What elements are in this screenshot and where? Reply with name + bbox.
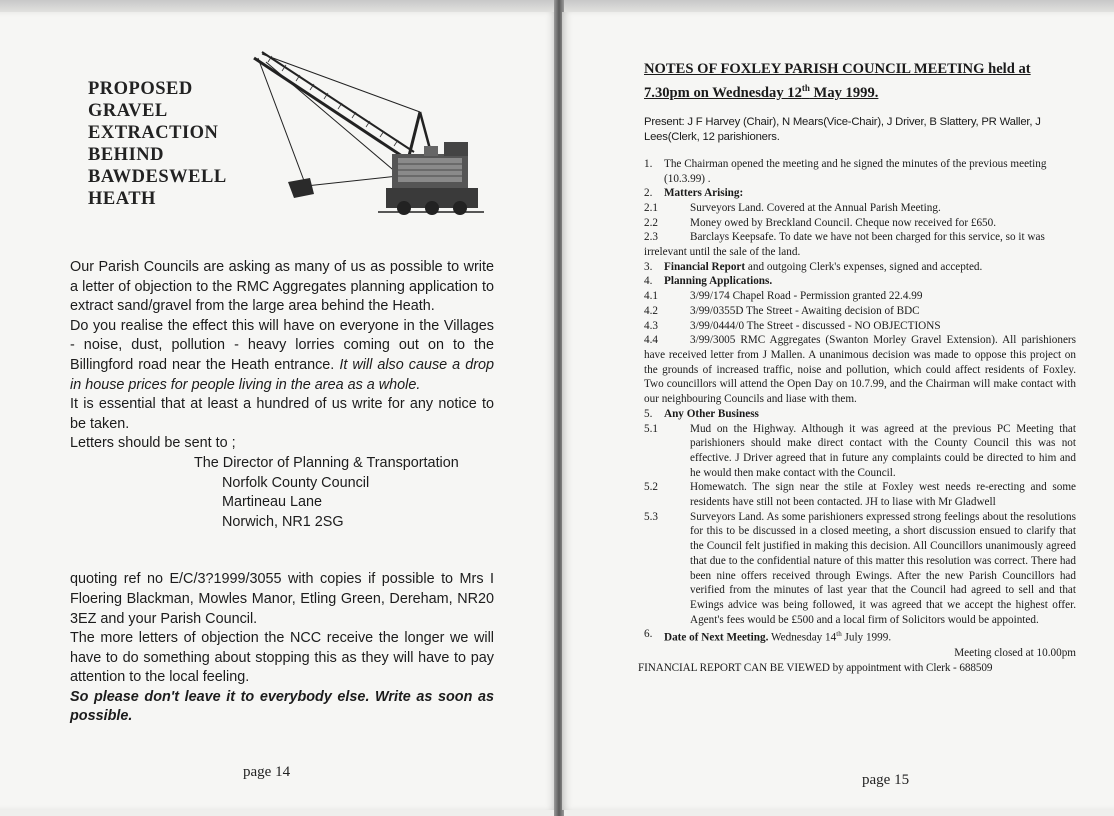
minute-item: 6. Date of Next Meeting. Wednesday 14th July 1999. — [644, 628, 892, 645]
title-line: EXTRACTION — [88, 123, 219, 143]
minute-subitem: 4.3 3/99/0444/0 The Street - discussed - NO OBJECTIONS — [644, 319, 941, 332]
address-block — [70, 454, 494, 532]
objection-letter-text — [70, 258, 494, 727]
minute-subitem: 5.2 Homewatch. The sign near the stile at Foxley west needs re-erecting and some residents have still not been contacted. JH to liase with Mr Gladwell — [644, 481, 1076, 509]
meeting-closed: Meeting closed at 10.00pm — [954, 646, 1076, 659]
minute-subitem: 4.2 3/99/0355D The Street - Awaiting decision of BDC — [644, 304, 920, 317]
minutes-list — [638, 157, 1076, 675]
address-line: Martineau Lane — [222, 494, 323, 511]
gravel-title — [88, 78, 227, 210]
paragraph-italic: It will also cause a drop in house prices for people living in the area as a whole. — [70, 356, 495, 393]
minute-item: 5. Any Other Business — [644, 407, 759, 420]
minute-subitem: 5.1 Mud on the Highway. Although it was agreed at the previous PC Meeting that parishioners should make direct contact with the County Council this was not effective. J Driver agreed that in future any complaints could be directed to him and he would then make contact with the Council. — [644, 422, 1076, 479]
address-line: The Director of Planning & Transportation — [194, 454, 459, 471]
title-line: PROPOSED — [88, 79, 193, 99]
paragraph — [70, 317, 494, 395]
minute-subitem: 2.3 Barclays Keepsafe. To date we have not been charged for this service, so it was irrelevant until the sale of the land. — [644, 231, 1045, 259]
paragraph: The more letters of objection the NCC receive the longer we will have to do something about stopping this as they will have to pay attention to the local feeling. — [70, 630, 494, 686]
paragraph: Letters should be sent to ; — [70, 435, 236, 452]
title-line: HEATH — [88, 189, 156, 209]
minute-subitem: 2.2 Money owed by Breckland Council. Cheque now received for £650. — [644, 216, 997, 229]
notes-title: NOTES OF FOXLEY PARISH COUNCIL MEETING held at 7.30pm on Wednesday 12th May 1999. — [644, 61, 1031, 101]
page-number-left: page 14 — [243, 764, 291, 780]
minute-item: 1. The Chairman opened the meeting and he signed the minutes of the previous meeting (10.3.99) . — [644, 157, 1047, 185]
title-line: BEHIND — [88, 145, 164, 165]
paragraph-normal: Do you realise the effect this will have on everyone in the Villages - noise, dust, pollution - heavy lorries coming out on to the Billingford road near the Heath entrance. — [70, 317, 494, 373]
address-line: Norwich, NR1 2SG — [222, 513, 344, 530]
meeting-notes — [638, 60, 1076, 675]
financial-report-note: FINANCIAL REPORT CAN BE VIEWED by appointment with Clerk - 688509 — [638, 661, 993, 674]
paragraph: It is essential that at least a hundred of us write for any notice to be taken. — [70, 396, 494, 432]
paragraph: Our Parish Councils are asking as many of us as possible to write a letter of objection to the RMC Aggregates planning application to extract sand/gravel from the large area behind the Heath. — [70, 259, 494, 315]
closing-appeal: So please don't leave it to everybody else. Write as soon as possible. — [70, 688, 494, 725]
minute-subitem: 4.4 3/99/3005 RMC Aggregates (Swanton Morley Gravel Extension). All parishioners have received letter from J Mallen. A unanimous decision was made to oppose this project on the grounds of increased traffic, noise and pollution, which could affect residents of Foxley. Two councillors will attend the Open Day on 10.7.99, and the Chairman will make contact with our neighbouring Councils and liase with them. — [644, 334, 1076, 406]
address-line: Norfolk County Council — [222, 474, 370, 491]
minute-item: 2. Matters Arising: — [644, 187, 744, 200]
minute-subitem: 5.3 Surveyors Land. As some parishioners expressed strong feelings about the resolutions for this to be discussed in a closed meeting, a short discussion ensued to clarify that the Council felt justified in making this decision. All Councillors unanimously agreed that due to the confidential nature of this matter this resolution was correct. There had been nine offers received through Ewings. After the new Parish Councillors had verified from the minutes of last year that the Council had agreed to sell and that Ewings advice was being followed, it was agreed that we accept the highest offer. Agent's fees would be £500 and a local firm of Solicitors would be appointed. — [644, 510, 1076, 626]
title-line: BAWDESWELL — [88, 167, 227, 187]
crane-drawing — [248, 42, 488, 218]
title-line: GRAVEL — [88, 101, 168, 121]
minute-subitem: 2.1 Surveyors Land. Covered at the Annual Parish Meeting. — [644, 201, 941, 214]
page-number-right: page 15 — [862, 772, 910, 788]
minute-item: 3. Financial Report and outgoing Clerk's expenses, signed and accepted. — [644, 260, 983, 273]
paragraph: quoting ref no E/C/3?1999/3055 with copies if possible to Mrs I Floering Blackman, Mowles Manor, Etling Green, Dereham, NR20 3EZ and your Parish Council. — [70, 571, 494, 627]
attendees: Present: J F Harvey (Chair), N Mears(Vice-Chair), J Driver, B Slattery, PR Waller, J Lees(Clerk, 12 parishioners. — [644, 115, 1041, 143]
minute-item: 4. Planning Applications. — [644, 275, 773, 288]
minute-subitem: 4.1 3/99/174 Chapel Road - Permission granted 22.4.99 — [644, 290, 923, 303]
